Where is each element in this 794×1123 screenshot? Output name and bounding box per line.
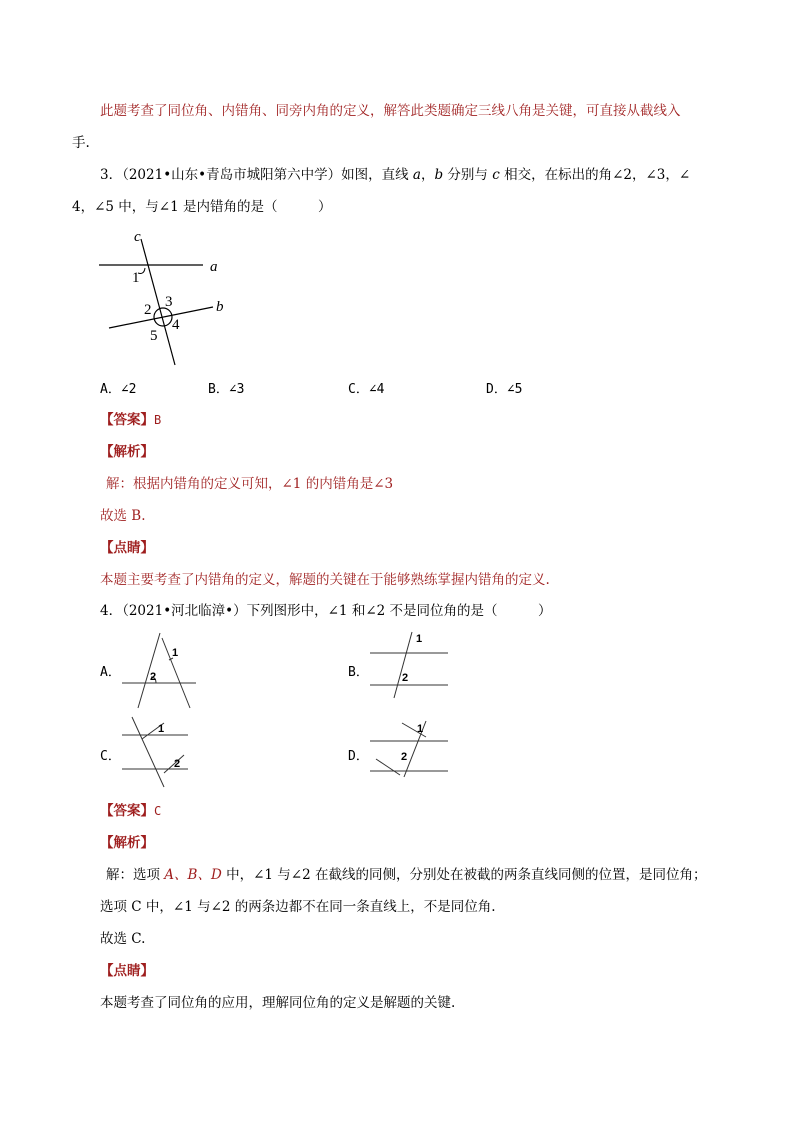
q3-analysis-tag: 【解析】	[100, 444, 154, 460]
q3-var-c: c	[492, 167, 500, 183]
q4-option-d-label: D．	[348, 749, 369, 764]
q4-option-b-label: B．	[348, 665, 369, 680]
label-a: a	[210, 259, 218, 275]
line-b	[109, 307, 213, 328]
q4-point: 本题考查了同位角的应用，理解同位角的定义是解题的关键.	[100, 995, 456, 1011]
q3-stem-line-2: 4，∠5 中，与∠1 是内错角的是（ ）	[72, 199, 332, 215]
fig-a-label-2: 2	[150, 671, 157, 683]
q4-figure-b	[368, 630, 450, 700]
fig-d-label-1: 1	[417, 723, 424, 735]
fig-d-label-2: 2	[401, 751, 408, 763]
fig-d-lower-ray	[376, 759, 400, 775]
q4-option-a-label: A．	[100, 665, 121, 680]
q3-figure	[95, 225, 235, 370]
q3-analysis-line-2: 故选 B.	[100, 508, 146, 524]
q4-analysis-part-2: 中，∠1 与∠2 在截线的同侧，分别处在被截的两条直线同侧的位置，是同位角；	[221, 867, 707, 883]
q4-figure-d	[368, 715, 450, 781]
q3-option-c: C．∠4	[348, 382, 385, 397]
label-2: 2	[144, 302, 152, 318]
q4-stem: 4．（2021•河北临漳•）下列图形中，∠1 和∠2 不是同位角的是（ ）	[100, 603, 552, 619]
label-3: 3	[165, 294, 173, 310]
q3-stem-part-2: 分别与	[443, 167, 493, 183]
q4-analysis-tag: 【解析】	[100, 835, 154, 851]
fig-b-label-1: 1	[416, 633, 423, 645]
q3-sep: ，	[420, 167, 435, 183]
q4-analysis-options: A、B、D	[164, 867, 222, 883]
intro-line-2: 手.	[72, 135, 90, 151]
q4-figure-a	[118, 630, 198, 712]
q3-stem-part-3: 相交，在标出的角∠2，∠3，∠	[499, 167, 691, 183]
q3-option-b: B．∠3	[208, 382, 245, 397]
q4-analysis-part-1: 解：选项	[106, 867, 165, 883]
q3-analysis-line-1: 解：根据内错角的定义可知，∠1 的内错角是∠3	[106, 476, 394, 492]
q3-answer-value: B	[154, 413, 162, 427]
q3-point-tag: 【点睛】	[100, 540, 154, 556]
fig-c-label-1: 1	[158, 723, 165, 735]
label-4: 4	[172, 317, 180, 333]
label-5: 5	[150, 328, 158, 344]
q3-option-d: D．∠5	[486, 382, 523, 397]
fig-b-label-2: 2	[402, 672, 409, 684]
q4-answer-value: C	[154, 804, 162, 818]
q4-answer	[100, 801, 161, 821]
q4-figure-c	[118, 715, 194, 789]
fig-a-left-line	[138, 633, 160, 708]
label-1: 1	[132, 270, 140, 286]
q4-answer-tag: 【答案】	[100, 803, 154, 819]
q4-analysis-line-2: 选项 C 中，∠1 与∠2 的两条边都不在同一条直线上，不是同位角.	[100, 899, 496, 915]
q4-analysis-line-3: 故选 C.	[100, 931, 146, 947]
q4-point-tag: 【点睛】	[100, 963, 154, 979]
fig-a-label-1: 1	[172, 647, 179, 659]
fig-b-transversal	[394, 632, 412, 698]
intro-line-1: 此题考查了同位角、内错角、同旁内角的定义，解答此类题确定三线八角是关键，可直接从截线入	[100, 103, 681, 119]
q3-option-a: A．∠2	[100, 382, 137, 397]
q3-stem-part-1: 3．（2021•山东•青岛市城阳第六中学）如图，直线	[100, 167, 413, 183]
label-b: b	[216, 299, 224, 315]
label-c: c	[134, 229, 141, 245]
q3-answer	[100, 410, 161, 430]
fig-c-label-2: 2	[174, 758, 181, 770]
q3-var-b: b	[434, 167, 444, 183]
q3-point: 本题主要考查了内错角的定义，解题的关键在于能够熟练掌握内错角的定义.	[100, 572, 550, 588]
q3-var-a: a	[412, 167, 421, 183]
q3-answer-tag: 【答案】	[100, 412, 154, 428]
q4-analysis-line-1	[106, 865, 706, 885]
q3-stem-line-1	[100, 165, 690, 185]
q4-option-c-label: C．	[100, 749, 121, 764]
